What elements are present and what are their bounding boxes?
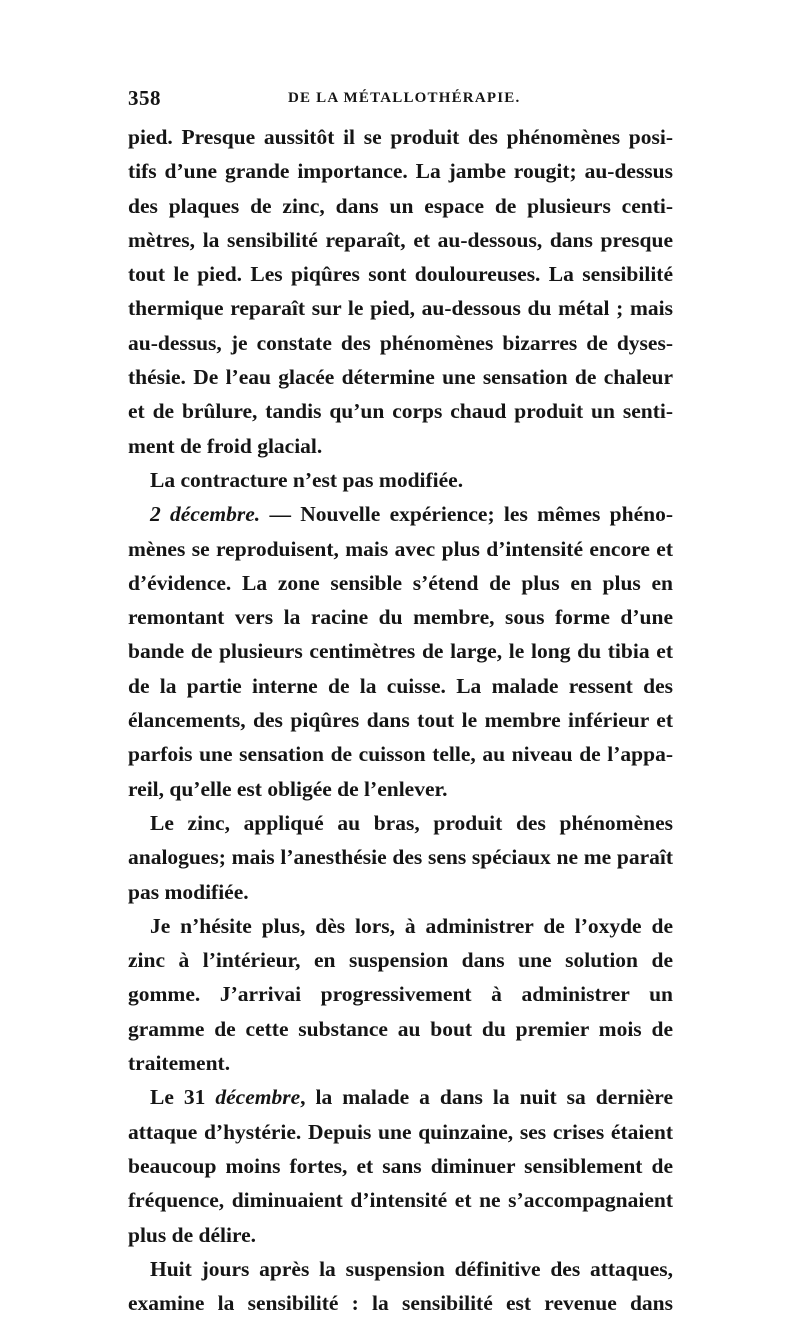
text-line: tout le pied. Les piqûres sont douloureuses. La sensibilité <box>128 262 673 287</box>
text-line: thésie. De l’eau glacée détermine une sensation de chaleur <box>128 365 673 390</box>
text-line: de la partie interne de la cuisse. La malade ressent des <box>128 673 673 698</box>
body-text <box>128 120 673 1320</box>
text-line: pied. Presque aussitôt il se produit des phénomènes posi- <box>128 125 673 149</box>
text-run: Le 31 <box>150 1085 216 1110</box>
text-line: fréquence, diminuaient d’intensité et ne s’accompagnaient <box>128 1188 673 1213</box>
paragraph <box>128 463 673 497</box>
text-line: remontant vers la racine du membre, sous forme d’une <box>128 605 673 630</box>
text-line: La contracture n’est pas modifiée. <box>150 467 464 492</box>
text-line: reil, qu’elle est obligée de l’enlever. <box>128 776 448 801</box>
entry-date: 2 décembre. <box>150 502 261 527</box>
text-line: traitement. <box>128 1051 231 1076</box>
text-line: mètres, la sensibilité reparaît, et au-dessous, dans presque <box>128 227 673 252</box>
text-line: gramme de cette substance au bout du premier mois de <box>128 1016 673 1041</box>
text-line <box>128 497 673 531</box>
text-line: zinc à l’intérieur, en suspension dans une solution de <box>128 948 673 973</box>
text-line: au-dessus, je constate des phénomènes bizarres de dyses- <box>128 330 673 355</box>
text-line: élancements, des piqûres dans tout le membre inférieur et <box>128 708 673 733</box>
text-line <box>128 1080 673 1114</box>
paragraph <box>128 1252 673 1320</box>
text-line: thermique reparaît sur le pied, au-dessous du métal ; mais <box>128 296 673 321</box>
text-line: et de brûlure, tandis qu’un corps chaud produit un senti- <box>128 399 673 424</box>
page-number: 358 <box>128 86 161 110</box>
text-line: Le zinc, appliqué au bras, produit des phénomènes <box>150 810 673 835</box>
text-line: attaque d’hystérie. Depuis une quinzaine, ses crises étaient <box>128 1119 673 1144</box>
running-title: DE LA MÉTALLOTHÉRAPIE. <box>288 90 521 106</box>
text-line: bande de plusieurs centimètres de large, le long du tibia et <box>128 639 673 664</box>
paragraph <box>128 497 673 806</box>
text-line: Huit jours après la suspension définitive des attaques, <box>150 1256 673 1281</box>
paragraph <box>128 1080 673 1251</box>
text-line: des plaques de zinc, dans un espace de plusieurs centi- <box>128 193 673 218</box>
entry-date: décembre <box>215 1085 301 1110</box>
text-line: ment de froid glacial. <box>128 433 323 458</box>
running-head <box>128 86 673 116</box>
paragraph <box>128 806 673 909</box>
text-line: gomme. J’arrivai progressivement à administrer un <box>128 982 673 1007</box>
text-run: — Nouvelle expérience; les mêmes phéno- <box>260 502 673 527</box>
text-line: plus de délire. <box>128 1222 257 1247</box>
text-line: parfois une sensation de cuisson telle, au niveau de l’appa- <box>128 742 673 767</box>
text-line: beaucoup moins fortes, et sans diminuer sensiblement de <box>128 1153 673 1178</box>
text-line: d’évidence. La zone sensible s’étend de plus en plus en <box>128 570 673 595</box>
text-line: Je n’hésite plus, dès lors, à administrer de l’oxyde de <box>150 913 673 938</box>
text-line: mènes se reproduisent, mais avec plus d’intensité encore et <box>128 536 673 561</box>
text-run: , la malade a dans la nuit sa dernière <box>300 1085 673 1110</box>
text-line: pas modifiée. <box>128 879 249 904</box>
text-line: tifs d’une grande importance. La jambe rougit; au-dessus <box>128 159 673 184</box>
paragraph <box>128 909 673 1080</box>
paragraph <box>128 120 673 463</box>
text-line: examine la sensibilité : la sensibilité est revenue dans <box>128 1291 673 1316</box>
text-line: analogues; mais l’anesthésie des sens spéciaux ne me paraît <box>128 845 673 870</box>
